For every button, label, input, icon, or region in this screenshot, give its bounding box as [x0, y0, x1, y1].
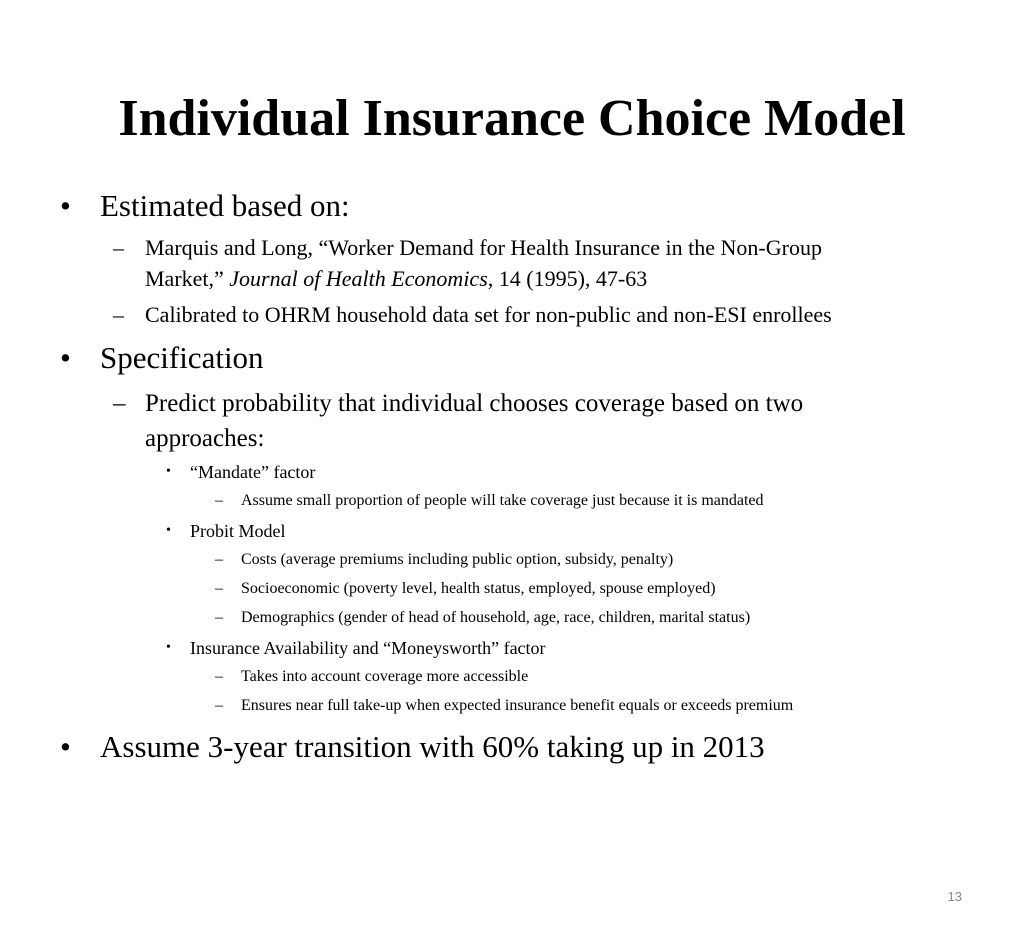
dash-marker: –: [113, 390, 126, 417]
sub-bullet-text-line1: Marquis and Long, “Worker Demand for Health Insurance in the Non-Group: [145, 235, 822, 260]
subitem-text: Takes into account coverage more accessible: [241, 668, 529, 685]
sub-bullet-calibrated: [113, 299, 832, 330]
bullet-estimated-based-on: [60, 188, 350, 224]
bullet-text: Specification: [100, 340, 264, 375]
small-bullet-marker: •: [166, 640, 171, 655]
subitem-assume-small-proportion: [215, 490, 764, 512]
bullet-marker: •: [60, 188, 71, 223]
item-text: “Mandate” factor: [190, 462, 316, 482]
dash-marker: –: [215, 609, 223, 626]
dash-marker: –: [215, 580, 223, 597]
dash-marker: –: [215, 697, 223, 714]
citation-prefix: Market,”: [145, 266, 230, 291]
small-bullet-marker: •: [166, 523, 171, 538]
subitem-takes-into-account: [215, 666, 529, 688]
bullet-text: Estimated based on:: [100, 188, 350, 223]
bullet-specification: [60, 340, 264, 376]
subitem-text: Ensures near full take-up when expected insurance benefit equals or exceeds premium: [241, 697, 794, 714]
subitem-demographics: [215, 607, 751, 629]
item-probit-model: [166, 519, 286, 543]
dash-marker: –: [215, 551, 223, 568]
subitem-text: Costs (average premiums including public option, subsidy, penalty): [241, 551, 674, 568]
subitem-text: Demographics (gender of head of household, age, race, children, marital status): [241, 609, 751, 626]
bullet-marker: •: [60, 729, 71, 764]
citation-suffix: , 14 (1995), 47-63: [487, 266, 648, 291]
item-mandate-factor: [166, 460, 316, 484]
small-bullet-marker: •: [166, 464, 171, 479]
subitem-ensures-near-full: [215, 695, 794, 717]
bullet-text: Assume 3-year transition with 60% taking up in 2013: [100, 729, 765, 764]
page-number: 13: [947, 889, 962, 904]
subitem-socioeconomic: [215, 578, 716, 600]
subitem-text: Socioeconomic (poverty level, health status, employed, spouse employed): [241, 580, 716, 597]
sub-bullet-predict-probability: [113, 386, 804, 421]
item-insurance-availability: [166, 636, 546, 660]
dash-marker: –: [215, 492, 223, 509]
bullet-marker: •: [60, 340, 71, 375]
subitem-costs: [215, 549, 674, 571]
sub-bullet-marquis-long-line2: [145, 263, 647, 294]
item-text: Probit Model: [190, 521, 286, 541]
dash-marker: –: [113, 235, 124, 260]
item-text: Insurance Availability and “Moneysworth” factor: [190, 638, 546, 658]
journal-title: Journal of Health Economics: [229, 266, 488, 291]
sub-bullet-text-line2: approaches:: [145, 425, 265, 452]
dash-marker: –: [113, 302, 124, 327]
sub-bullet-marquis-long: [113, 232, 822, 263]
sub-bullet-text-line1: Predict probability that individual chooses coverage based on two: [145, 390, 804, 417]
slide-title: Individual Insurance Choice Model: [118, 90, 906, 147]
sub-bullet-text: Calibrated to OHRM household data set for non-public and non-ESI enrollees: [145, 302, 832, 327]
subitem-text: Assume small proportion of people will take coverage just because it is mandated: [241, 492, 764, 509]
dash-marker: –: [215, 668, 223, 685]
sub-bullet-predict-probability-line2: [145, 421, 264, 456]
bullet-three-year-transition: [60, 729, 765, 765]
